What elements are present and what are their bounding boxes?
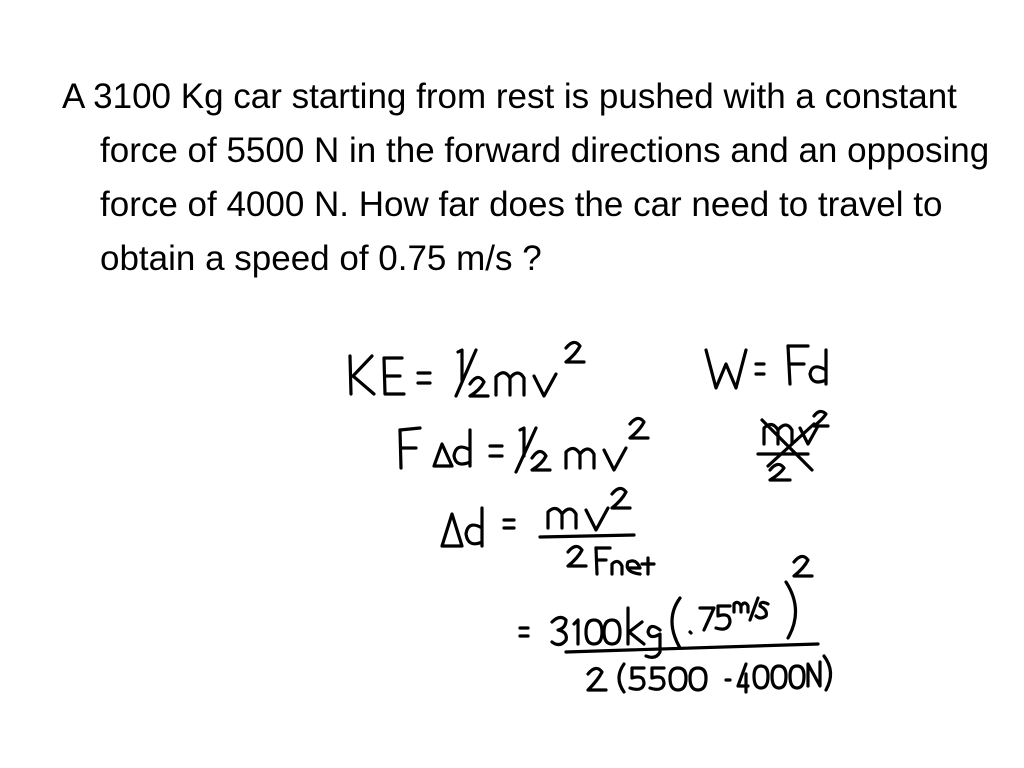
solve-equation [439, 488, 654, 574]
problem-statement: A 3100 Kg car starting from rest is pushed with a constant force of 5500 N in the forward directions and an opposing force of 4000 N. How far does the car need to travel to obtain a speed of 0.75 m/s ? [62, 77, 990, 278]
side-note [758, 411, 828, 480]
work-energy-equation [398, 418, 648, 472]
denominator [587, 656, 831, 692]
numeric-substitution [520, 556, 818, 657]
ke-equation [348, 342, 584, 396]
work-equation [705, 346, 826, 388]
